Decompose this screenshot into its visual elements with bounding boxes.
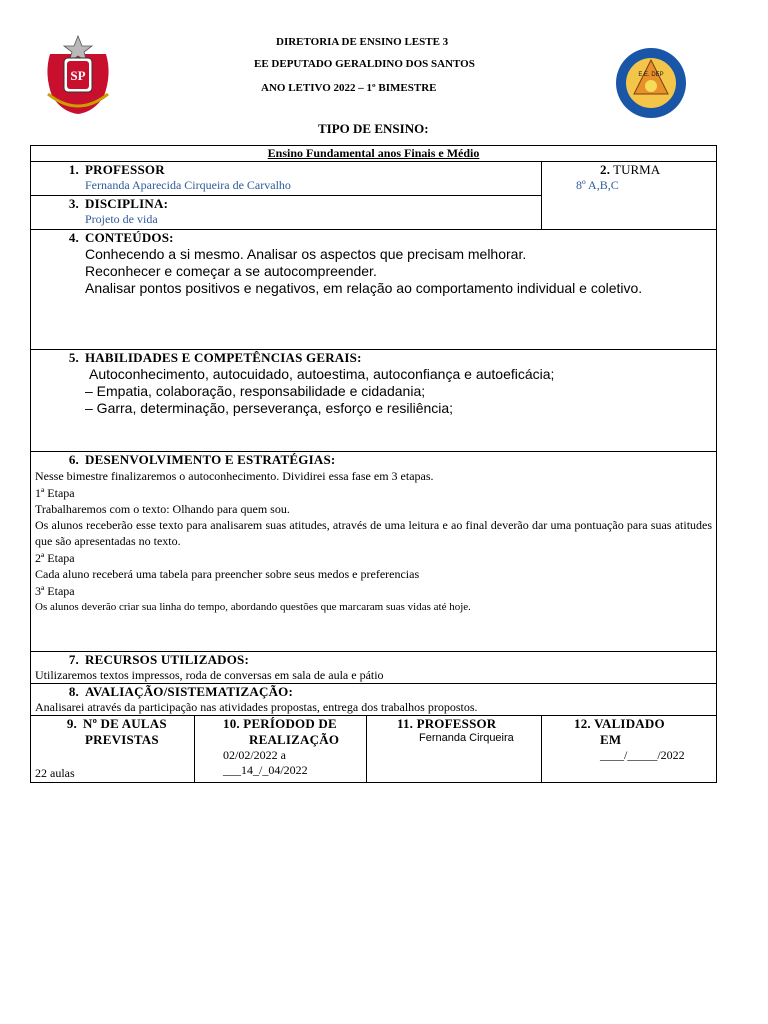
ensino-banner: Ensino Fundamental anos Finais e Médio (267, 146, 480, 160)
recursos-row (31, 652, 717, 684)
conteudos-line-3: Analisar pontos positivos e negativos, em relação ao comportamento individual e coletivo. (85, 280, 643, 296)
habilidades-line-2: – Empatia, colaboração, responsabilidade e cidadania; (85, 383, 426, 399)
professor-cell (31, 162, 542, 196)
etapa-2-title: 2ª Etapa (35, 551, 75, 565)
aulas-label-2: PREVISTAS (85, 732, 159, 747)
habilidades-line-3: – Garra, determinação, perseverança, esforço e resiliência; (85, 400, 454, 416)
header-line-3: ANO LETIVO 2022 – 1º BIMESTRE (261, 82, 437, 94)
professor-row (31, 162, 717, 196)
periodo-label-2: REALIZAÇÃO (249, 732, 340, 747)
etapa-2-text: Cada aluno receberá uma tabela para preencher sobre seus medos e preferencias (35, 567, 420, 581)
validado-label-1: 12. VALIDADO (574, 716, 665, 731)
conteudos-row (31, 230, 717, 350)
etapa-3-text: Os alunos deverão criar sua linha do tempo, abordando questões que marcaram suas vidas até hoje. (35, 601, 471, 613)
aulas-label-1: Nº DE AULAS (83, 716, 167, 731)
avaliacao-row (31, 684, 717, 716)
lesson-plan-table (30, 145, 717, 783)
professor-2-value: Fernanda Cirqueira (419, 732, 514, 744)
turma-value: 8º A,B,C (576, 178, 619, 192)
habilidades-line-1: Autoconhecimento, autocuidado, autoestima, autoconfiança e autoeficácia; (89, 366, 555, 382)
recursos-cell (31, 652, 717, 684)
validado-label-2: EM (600, 732, 622, 747)
avaliacao-number: 8. (68, 684, 79, 699)
habilidades-label: HABILIDADES E COMPETÊNCIAS GERAIS: (85, 350, 362, 365)
professor-2-label: 11. PROFESSOR (397, 716, 497, 731)
periodo-value-1: 02/02/2022 a (223, 748, 286, 762)
recursos-label: RECURSOS UTILIZADOS: (85, 652, 250, 667)
habilidades-number: 5. (68, 350, 79, 365)
conteudos-cell (31, 230, 717, 350)
document-header (0, 0, 768, 145)
conteudos-number: 4. (68, 230, 79, 245)
professor-number: 1. (68, 162, 79, 177)
recursos-value: Utilizaremos textos impressos, roda de conversas em sala de aula e pátio (35, 668, 384, 682)
disciplina-cell (31, 196, 542, 230)
desenvolvimento-number: 6. (68, 452, 79, 467)
tipo-de-ensino-label: TIPO DE ENSINO: (318, 121, 429, 136)
avaliacao-cell (31, 684, 717, 716)
school-emblem-logo (614, 46, 688, 120)
desenvolvimento-label: DESENVOLVIMENTO E ESTRATÉGIAS: (85, 452, 336, 467)
desenvolvimento-cell (31, 452, 717, 652)
validado-value: ____/_____/2022 (600, 748, 685, 762)
disciplina-value: Projeto de vida (85, 212, 158, 226)
conteudos-label: CONTEÚDOS: (85, 230, 174, 245)
svg-text:E.E. DEP: E.E. DEP (638, 72, 664, 78)
etapa-1-text-1: Trabalharemos com o texto: Olhando para quem sou. (35, 502, 290, 516)
conteudos-line-2: Reconhecer e começar a se autocompreender. (85, 263, 377, 279)
sao-paulo-coat-of-arms-logo (42, 34, 114, 116)
disciplina-number: 3. (68, 196, 79, 211)
aulas-cell (31, 716, 195, 783)
periodo-value-2: ___14_/_04/2022 (223, 763, 308, 777)
aulas-number: 9. (66, 716, 77, 731)
periodo-label-1: 10. PERÍODOD DE (223, 716, 337, 731)
etapa-1-title: 1ª Etapa (35, 486, 75, 500)
validado-cell (542, 716, 717, 783)
periodo-cell (195, 716, 367, 783)
banner-row (31, 146, 717, 162)
turma-cell (542, 162, 717, 230)
recursos-number: 7. (68, 652, 79, 667)
header-line-1: DIRETORIA DE ENSINO LESTE 3 (276, 36, 449, 48)
banner-cell (31, 146, 717, 162)
footer-row (31, 716, 717, 783)
etapa-1-text-2: Os alunos receberão esse texto para analisarem suas atitudes, através de uma leitura e ao final deverão dar uma pontuação para suas atitudes que são apresentadas no texto. (35, 518, 713, 548)
disciplina-label: DISCIPLINA: (85, 196, 169, 211)
header-line-2: EE DEPUTADO GERALDINO DOS SANTOS (254, 58, 475, 70)
avaliacao-value: Analisarei através da participação nas atividades propostas, entrega dos trabalhos propostos. (35, 700, 478, 714)
desenvolvimento-row (31, 452, 717, 652)
conteudos-line-1: Conhecendo a si mesmo. Analisar os aspectos que precisam melhorar. (85, 246, 527, 262)
etapa-3-title: 3ª Etapa (35, 584, 75, 598)
habilidades-row (31, 350, 717, 452)
turma-label: TURMA (613, 162, 661, 177)
desenvolvimento-intro: Nesse bimestre finalizaremos o autoconhecimento. Dividirei essa fase em 3 etapas. (35, 469, 434, 483)
professor-label: PROFESSOR (85, 162, 165, 177)
professor-value: Fernanda Aparecida Cirqueira de Carvalho (85, 178, 291, 192)
turma-number: 2. (600, 162, 611, 177)
svg-text:SP: SP (70, 68, 86, 83)
avaliacao-label: AVALIAÇÃO/SISTEMATIZAÇÃO: (85, 684, 293, 699)
aulas-value: 22 aulas (35, 766, 75, 780)
habilidades-cell (31, 350, 717, 452)
professor-signature-cell (367, 716, 542, 783)
